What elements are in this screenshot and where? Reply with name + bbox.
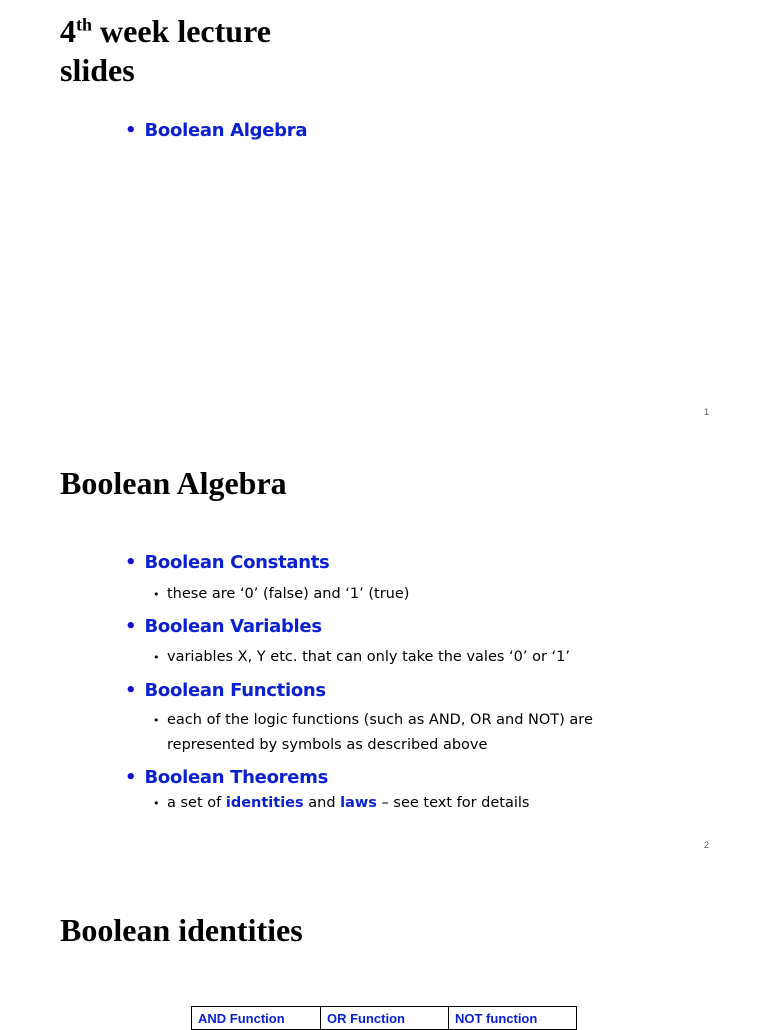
text-fragment: a set of — [167, 795, 226, 811]
table-header-or: OR Function — [321, 1007, 449, 1030]
table-header-not: NOT function — [449, 1007, 577, 1030]
bullet-dot-icon: • — [125, 767, 137, 788]
bullet-dot-icon: • — [125, 552, 137, 573]
keyword-identities: identities — [225, 795, 304, 811]
sub-bullet-text: variables X, Y etc. that can only take the vales ‘0’ or ‘1’ — [167, 649, 570, 665]
sub-bullet-text: these are ‘0’ (false) and ‘1’ (true) — [167, 586, 410, 602]
text-fragment: – see text for details — [376, 795, 530, 811]
slide-title: Boolean Algebra — [60, 465, 287, 501]
keyword-laws: laws — [340, 795, 377, 811]
title-number: 4 — [60, 13, 76, 49]
bullet-dot-icon: • — [153, 651, 160, 664]
title-superscript: th — [76, 14, 93, 35]
title-line2: slides — [60, 52, 135, 88]
bullet-dot-icon: • — [125, 680, 137, 701]
identities-table — [191, 1006, 577, 1030]
bullet-label: Boolean Theorems — [144, 767, 328, 788]
text-fragment: and — [303, 795, 341, 811]
slide-number: 2 — [704, 840, 710, 850]
bullet-dot-icon: • — [125, 120, 137, 141]
bullet-dot-icon: • — [125, 616, 137, 637]
slide-title: Boolean identities — [60, 912, 303, 948]
table-header-and: AND Function — [192, 1007, 321, 1030]
bullet-label: Boolean Algebra — [144, 120, 308, 141]
bullet-label: Boolean Functions — [144, 680, 326, 701]
slide-number: 1 — [704, 407, 710, 417]
sub-bullet-text: each of the logic functions (such as AND, OR and NOT) are represented by symbols as described above — [167, 712, 593, 753]
bullet-dot-icon: • — [153, 797, 160, 810]
bullet-label: Boolean Constants — [144, 552, 330, 573]
bullet-dot-icon: • — [153, 588, 160, 601]
table-header-row — [192, 1007, 577, 1030]
title-line1: week lecture — [92, 13, 271, 49]
bullet-label: Boolean Variables — [144, 616, 322, 637]
bullet-dot-icon: • — [153, 714, 160, 727]
